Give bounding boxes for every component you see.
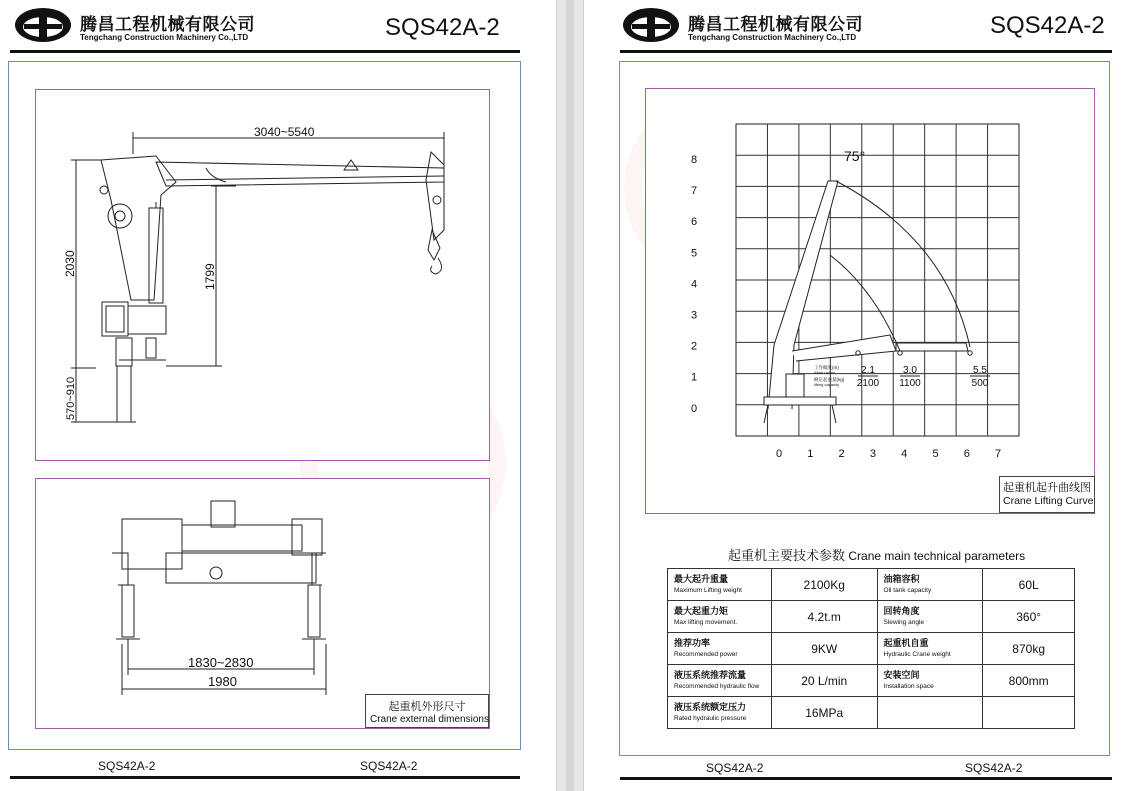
- load-capacity-label: 1100: [899, 378, 921, 389]
- param-value: 2100Kg: [803, 577, 845, 592]
- param-label-cell: [877, 601, 983, 633]
- company-name-cn: 腾昌工程机械有限公司: [688, 15, 863, 35]
- header-model: SQS42A-2: [990, 12, 1105, 39]
- crane-side-view-drawing: [36, 90, 489, 460]
- company-name-en: Tengchang Construction Machinery Co.,LTD: [80, 33, 249, 42]
- param-label-en: Maximum Lifting weight: [674, 587, 742, 594]
- footer-model-right: SQS42A-2: [965, 761, 1023, 775]
- params-row: [668, 697, 1075, 729]
- caption-en: Crane Lifting Curve: [1003, 495, 1094, 507]
- param-label-cell: [877, 633, 983, 665]
- caption-cn: 起重机外形尺寸: [388, 700, 466, 713]
- param-value: 4.2t.m: [807, 609, 841, 624]
- lifting-curve-panel: [645, 88, 1095, 514]
- param-label-cn: 推荐功率: [674, 639, 711, 649]
- footer-rule: [10, 776, 520, 779]
- load-radius-label: 3.0: [903, 365, 917, 376]
- crane-jib: [896, 343, 968, 351]
- lifting-curve-caption: [999, 476, 1095, 513]
- x-tick-label: 0: [775, 448, 783, 460]
- param-label-cell: [877, 697, 983, 729]
- right-page: [584, 0, 1137, 791]
- param-label-cn: 起重机自重: [883, 639, 929, 649]
- page-gutter: [556, 0, 584, 791]
- params-row: [668, 569, 1075, 601]
- x-tick-label: 4: [901, 448, 908, 460]
- x-tick-label: 6: [963, 448, 970, 460]
- crane-outrigger: [832, 405, 836, 423]
- params-row: [668, 665, 1075, 697]
- param-value: 9KW: [811, 641, 838, 656]
- param-value-cell: [983, 601, 1075, 633]
- y-tick-label: 5: [690, 247, 698, 260]
- param-value-cell: [983, 633, 1075, 665]
- param-label-en: Hydraulic Crane weight: [883, 651, 951, 658]
- dimension-leg-height: 570~910: [65, 376, 77, 420]
- dimension-boom-length: 3040~5540: [254, 125, 315, 139]
- params-title-en: Crane main technical parameters: [848, 549, 1026, 563]
- load-capacity-label: 2100: [856, 378, 880, 389]
- footer-rule: [620, 777, 1112, 780]
- param-value: 16MPa: [805, 705, 844, 720]
- header-model: SQS42A-2: [385, 14, 500, 41]
- param-value: 360°: [1016, 609, 1042, 624]
- boom-angle-label: 75°: [844, 148, 866, 164]
- param-value-cell: [771, 665, 877, 697]
- crane-front-view-drawing: [36, 479, 489, 728]
- radius-row-label-cn: 工作幅度(m): [814, 365, 839, 370]
- load-radius-label: 5.5: [973, 365, 987, 376]
- load-row-label-en: lifting capacity: [814, 382, 840, 387]
- footer-model-left: SQS42A-2: [706, 761, 764, 775]
- param-label-cn: 最大起升重量: [674, 575, 729, 585]
- lift-envelope-arc: [836, 181, 970, 347]
- param-value-cell: [771, 697, 877, 729]
- x-tick-label: 7: [995, 448, 1002, 460]
- param-value-cell: [771, 601, 877, 633]
- param-label-cn: 液压系统推荐流量: [674, 671, 747, 681]
- y-tick-label: 7: [690, 185, 698, 198]
- param-value-cell: [771, 633, 877, 665]
- company-name-cn: 腾昌工程机械有限公司: [80, 15, 255, 35]
- load-capacity-label: 500: [971, 378, 989, 389]
- y-tick-label: 0: [690, 402, 698, 415]
- left-page: [0, 0, 556, 791]
- param-label-cell: [668, 601, 772, 633]
- param-value-cell: [771, 569, 877, 601]
- header-rule: [620, 50, 1112, 53]
- caption-cn: 起重机起升曲线图: [1003, 481, 1091, 494]
- param-label-en: Max lifting movement.: [674, 619, 738, 626]
- param-label-cell: [668, 569, 772, 601]
- param-label-en: Recommended power: [674, 651, 738, 658]
- param-label-cell: [877, 665, 983, 697]
- param-value: 800mm: [1008, 673, 1049, 688]
- param-label-en: Rated hydraulic pressure: [674, 715, 747, 722]
- param-value: 870kg: [1012, 641, 1045, 656]
- x-tick-label: 3: [869, 448, 876, 460]
- load-hook-marker: [968, 351, 972, 355]
- x-tick-label: 5: [932, 448, 939, 460]
- company-name-en: Tengchang Construction Machinery Co.,LTD: [688, 33, 857, 42]
- params-table: [667, 568, 1075, 729]
- param-label-cn: 液压系统额定压力: [674, 703, 747, 713]
- company-logo-icon: [622, 6, 680, 44]
- params-row: [668, 601, 1075, 633]
- dimension-total-height: 2030: [63, 250, 77, 277]
- header-rule: [10, 50, 520, 53]
- y-tick-label: 2: [690, 340, 698, 353]
- param-label-cell: [668, 665, 772, 697]
- param-label-en: Oil tank capacity: [883, 587, 932, 594]
- param-value-cell: [983, 569, 1075, 601]
- y-tick-label: 1: [690, 371, 698, 384]
- param-label-cell: [877, 569, 983, 601]
- param-label-cell: [668, 633, 772, 665]
- param-label-en: Slewing angle: [883, 619, 924, 626]
- y-tick-label: 4: [690, 278, 698, 291]
- param-value-cell: [983, 665, 1075, 697]
- radius-row-label-en: Work radius: [814, 370, 836, 375]
- crane-base: [764, 397, 836, 405]
- y-tick-label: 3: [690, 309, 698, 322]
- footer-model-right: SQS42A-2: [360, 759, 418, 773]
- load-radius-label: 2.1: [861, 365, 875, 376]
- param-label-en: Installation space: [883, 683, 934, 690]
- lifting-curve-chart: [646, 89, 1094, 513]
- dimension-outrigger-span: 1830~2830: [188, 655, 254, 670]
- params-title-cn: 起重机主要技术参数: [728, 549, 846, 564]
- dimension-base-width: 1980: [208, 674, 237, 689]
- param-label-cell: [668, 697, 772, 729]
- x-tick-label: 1: [807, 448, 814, 460]
- params-title: [728, 545, 1025, 564]
- param-value: 60L: [1018, 577, 1039, 592]
- y-tick-label: 8: [690, 154, 698, 166]
- company-logo-icon: [14, 6, 72, 44]
- param-label-cn: 安装空间: [883, 671, 920, 681]
- dimension-hook-height: 1799: [203, 263, 217, 290]
- y-tick-label: 6: [690, 216, 698, 229]
- side-view-panel: [35, 89, 490, 461]
- param-label-cn: 回转角度: [883, 607, 920, 617]
- caption-en: Crane external dimensions: [370, 714, 489, 725]
- params-row: [668, 633, 1075, 665]
- gutter-bar: [566, 0, 574, 791]
- front-view-panel: [35, 478, 490, 729]
- param-label-cn: 最大起重力矩: [674, 607, 729, 617]
- param-value-cell: [983, 697, 1075, 729]
- param-label-en: Recommended hydraulic flow: [674, 683, 760, 690]
- x-tick-label: 2: [838, 448, 845, 460]
- param-value: 20 L/min: [801, 673, 848, 688]
- param-label-cn: 油箱容积: [883, 575, 920, 585]
- front-view-caption: [365, 694, 489, 728]
- crane-boom-lowered: [792, 335, 896, 361]
- footer-model-left: SQS42A-2: [98, 759, 156, 773]
- load-row-label-cn: 额定起重量(kg): [814, 377, 845, 382]
